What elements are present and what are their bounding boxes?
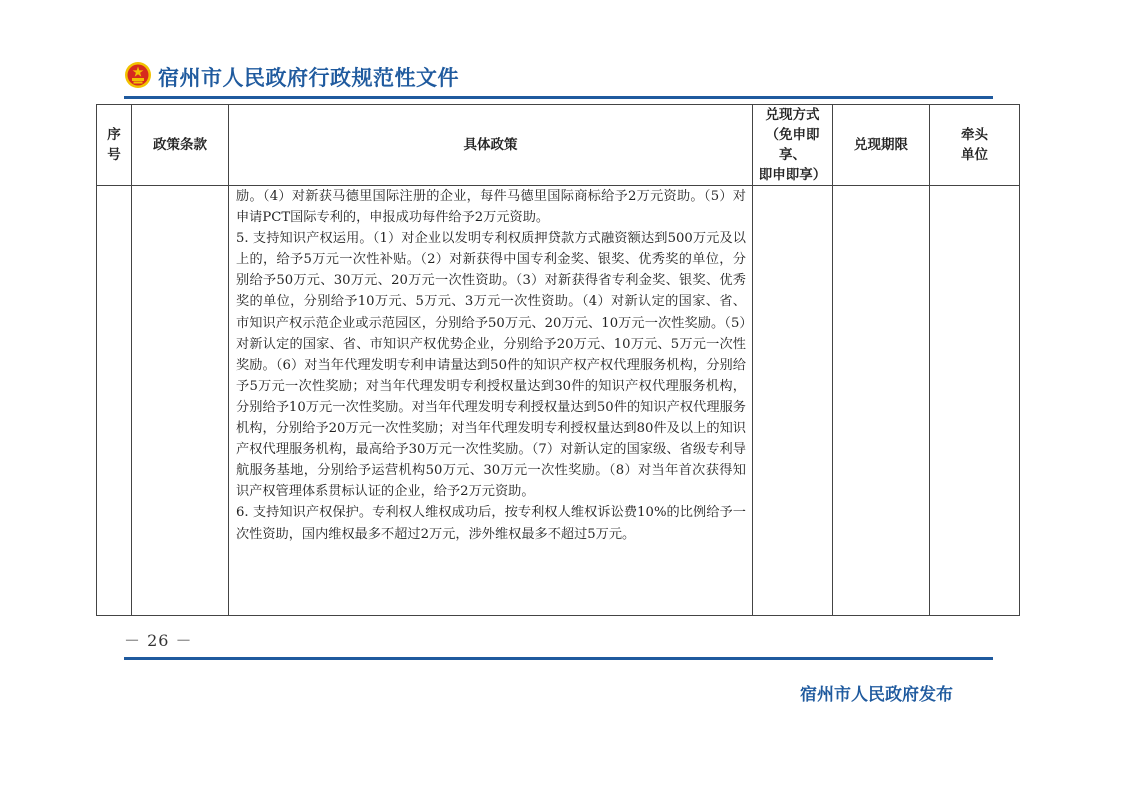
policy-text xyxy=(229,186,752,545)
header-title: 宿州市人民政府行政规范性文件 xyxy=(158,66,459,90)
footer-publisher: 宿州市人民政府发布 xyxy=(800,685,953,705)
header-divider xyxy=(124,96,993,99)
document-header xyxy=(124,58,992,98)
table-header-row xyxy=(97,105,1020,186)
footer-divider xyxy=(124,657,993,660)
policy-table xyxy=(96,104,1020,616)
national-emblem-icon xyxy=(124,61,152,89)
cell-clause xyxy=(132,186,229,616)
cell-deadline xyxy=(833,186,930,616)
column-header-policy: 具体政策 xyxy=(229,105,753,186)
table-row xyxy=(97,186,1020,616)
column-header-lead-unit: 牵头 单位 xyxy=(930,105,1020,186)
column-header-method: 兑现方式 （免申即享、 即申即享） xyxy=(753,105,833,186)
policy-paragraph: 5. 支持知识产权运用。（1）对企业以发明专利权质押贷款方式融资额达到500万元及以上的，给予5万元一次性补贴。（2）对新获得中国专利金奖、银奖、优秀奖的单位，分别给予50万元、30万元、20万元一次性资助。（3）对新获得省专利金奖、银奖、优秀奖的单位，分别给予10万元、5万元、3万元一次性资助。（4）对新认定的国家、省、市知识产权示范企业或示范园区，分别给予50万元、20万元、10万元一次性奖励。（5）对新认定的国家、省、市知识产权优势企业，分别给予20万元、10万元、5万元一次性奖励。（6）对当年代理发明专利申请量达到50件的知识产权产权代理服务机构，分别给予5万元一次性奖励；对当年代理发明专利授权量达到30件的知识产权代理服务机构，分别给予10万元一次性奖励。对当年代理发明专利授权量达到50件的知识产权代理服务机构，分别给予20万元一次性奖励；对当年代理发明专利授权量达到80件及以上的知识产权代理服务机构，最高给予30万元一次性奖励。（7）对新认定的国家级、省级专利导航服务基地，分别给予运营机构50万元、30万元一次性奖励。（8）对当年首次获得知识产权管理体系贯标认证的企业，给予2万元资助。 xyxy=(236,231,746,500)
cell-lead-unit xyxy=(930,186,1020,616)
column-header-deadline: 兑现期限 xyxy=(833,105,930,186)
page-number: － 26 － xyxy=(124,631,193,650)
policy-paragraph: 励。（4）对新获马德里国际注册的企业，每件马德里国际商标给予2万元资助。（5）对申请PCT国际专利的，申报成功每件给予2万元资助。 xyxy=(236,189,746,226)
policy-paragraph: 6. 支持知识产权保护。专利权人维权成功后，按专利权人维权诉讼费10%的比例给予一次性资助，国内维权最多不超过2万元，涉外维权最多不超过5万元。 xyxy=(236,505,746,542)
cell-seq xyxy=(97,186,132,616)
column-header-clause: 政策条款 xyxy=(132,105,229,186)
cell-method xyxy=(753,186,833,616)
cell-policy xyxy=(229,186,753,616)
column-header-seq: 序 号 xyxy=(97,105,132,186)
